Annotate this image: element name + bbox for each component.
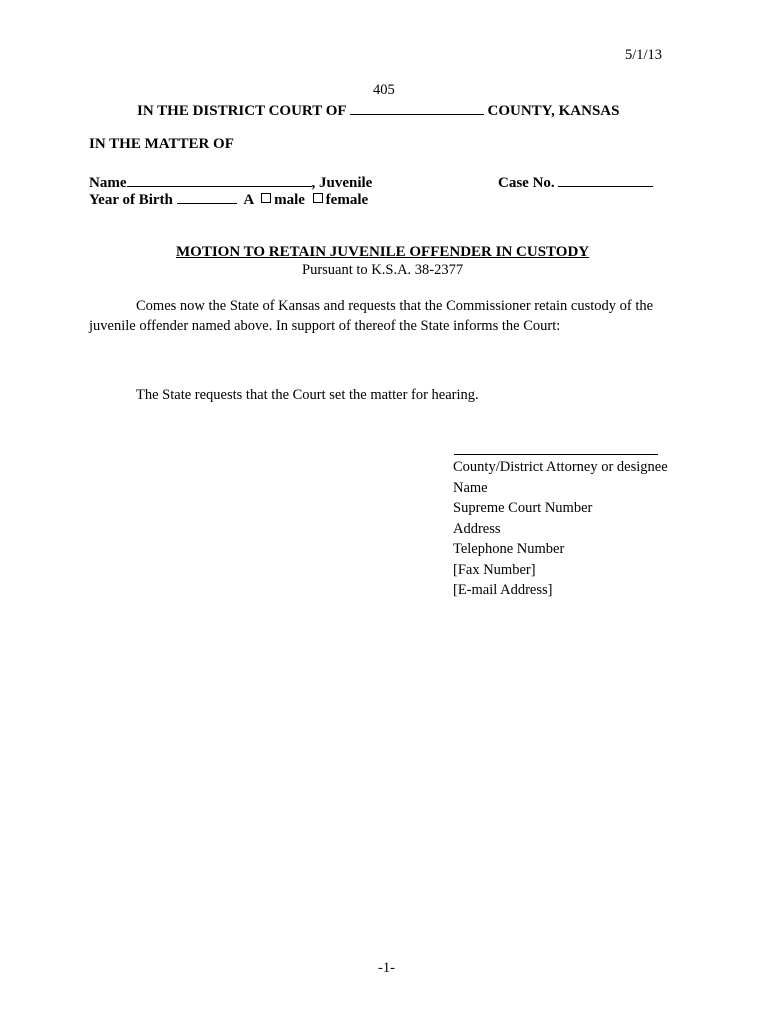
form-number: 405 [373, 82, 395, 98]
letter-a: A [243, 192, 254, 208]
signature-line[interactable] [454, 454, 658, 455]
signature-court-number: Supreme Court Number [453, 500, 593, 516]
female-label: female [325, 192, 369, 208]
signature-telephone: Telephone Number [453, 541, 565, 557]
county-blank[interactable] [350, 101, 484, 115]
name-label: Name [89, 175, 127, 191]
matter-title: IN THE MATTER OF [89, 136, 234, 152]
case-number-blank[interactable] [558, 173, 653, 187]
female-checkbox[interactable] [313, 193, 323, 203]
name-blank[interactable] [127, 173, 312, 187]
page-number: -1- [378, 960, 395, 976]
document-date: 5/1/13 [625, 47, 663, 63]
birth-year-blank[interactable] [177, 190, 237, 204]
signature-fax: [Fax Number] [453, 561, 536, 578]
birth-label: Year of Birth [89, 192, 173, 208]
signature-block [453, 457, 668, 601]
case-number-label: Case No. [498, 175, 555, 191]
signature-email: [E-mail Address] [453, 582, 553, 598]
signature-title: County/District Attorney or designee [453, 459, 668, 475]
motion-title: MOTION TO RETAIN JUVENILE OFFENDER IN CUSTODY [176, 244, 590, 260]
juvenile-label: , Juvenile [311, 175, 373, 191]
male-label: male [274, 192, 305, 208]
paragraph-2: The State requests that the Court set the matter for hearing. [136, 387, 479, 403]
court-caption-right: COUNTY, KANSAS [487, 103, 620, 119]
paragraph-1-line-1: Comes now the State of Kansas and requests that the Commissioner retain custody of the [136, 298, 654, 314]
motion-subtitle: Pursuant to K.S.A. 38-2377 [302, 262, 464, 278]
court-caption [137, 101, 619, 120]
paragraph-1-line-2: juvenile offender named above. In support of thereof the State informs the Court: [89, 318, 561, 334]
court-caption-left: IN THE DISTRICT COURT OF [137, 103, 346, 119]
case-number-line [498, 173, 653, 192]
male-checkbox[interactable] [261, 193, 271, 203]
signature-address: Address [453, 520, 501, 537]
birth-line [89, 190, 368, 209]
signature-name: Name [453, 479, 488, 496]
